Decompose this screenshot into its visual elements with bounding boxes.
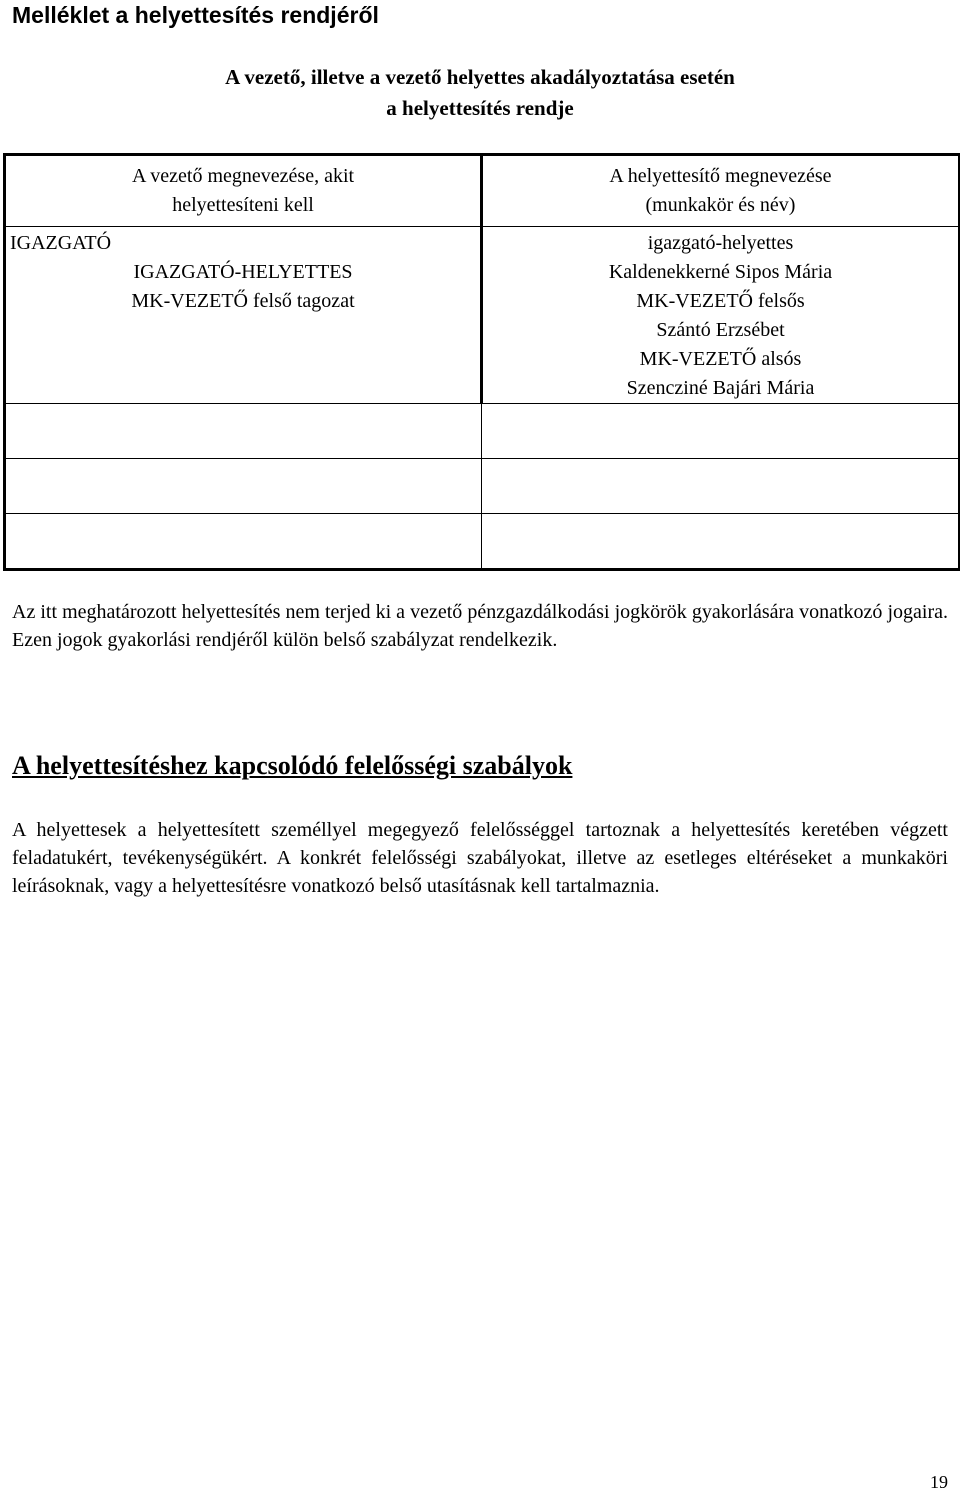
header-divider — [6, 226, 480, 227]
leader-header-line-1: A vezető megnevezése, akit — [131, 165, 355, 187]
leader-column — [5, 155, 482, 404]
page-title: Melléklet a helyettesítés rendjéről — [12, 2, 379, 28]
financial-authority-paragraph: Az itt meghatározott helyettesítés nem terjed ki a vezető pénzgazdálkodási jogkörök gyakorlására vonatkozó jogaira. Ezen jogok gyakorlási rendjéről külön belső szabályzat rendelkezik. — [12, 601, 948, 651]
page-number: 19 — [930, 1472, 948, 1492]
substitute-name: Szántó Erzsébet — [656, 319, 785, 341]
empty-cell — [5, 459, 482, 514]
leader-entry: IGAZGATÓ — [10, 232, 112, 254]
responsibility-paragraph: A helyettesek a helyettesített személlyel megegyező felelősséggel tartoznak a helyettesítés keretében végzett feladatukért, tevékenységükért. A konkrét felelősségi szabályokat, illetve az esetleges eltéréseket a munkaköri leírásoknak, vagy a helyettesítésre vonatkozó belső utasításnak kell tartalmaznia. — [12, 819, 948, 897]
empty-cell — [482, 459, 960, 514]
empty-cell — [5, 514, 482, 570]
empty-cell — [5, 404, 482, 459]
substitute-column — [482, 155, 960, 404]
substitute-role: MK-VEZETŐ alsós — [639, 348, 802, 370]
leader-column-header — [6, 156, 480, 220]
empty-table-row — [5, 404, 960, 459]
substitute-header-line-1: A helyettesítő megnevezése — [609, 165, 832, 187]
leader-header-line-2: helyettesíteni kell — [172, 194, 314, 216]
empty-cell — [482, 514, 960, 570]
substitute-role: igazgató-helyettes — [647, 232, 794, 254]
leader-entry: MK-VEZETŐ felső tagozat — [131, 290, 355, 312]
leader-entry: IGAZGATÓ-HELYETTES — [133, 261, 353, 283]
table-title-line-1: A vezető, illetve a vezető helyettes akadályoztatása esetén — [225, 65, 735, 89]
empty-cell — [482, 404, 960, 459]
substitute-name: Kaldenekkerné Sipos Mária — [608, 261, 833, 283]
empty-table-row — [5, 514, 960, 570]
table-title — [0, 62, 960, 124]
table-title-line-2: a helyettesítés rendje — [386, 96, 574, 120]
section-heading: A helyettesítéshez kapcsolódó felelősségi szabályok — [12, 751, 573, 780]
substitute-column-header — [483, 156, 958, 220]
substitute-header-line-2: (munkakör és név) — [645, 194, 796, 216]
header-divider — [483, 226, 958, 227]
table-main-row — [5, 155, 960, 404]
substitute-role: MK-VEZETŐ felsős — [636, 290, 805, 312]
empty-table-row — [5, 459, 960, 514]
substitute-name: Szencziné Bajári Mária — [626, 377, 815, 399]
substitution-table — [3, 153, 960, 571]
